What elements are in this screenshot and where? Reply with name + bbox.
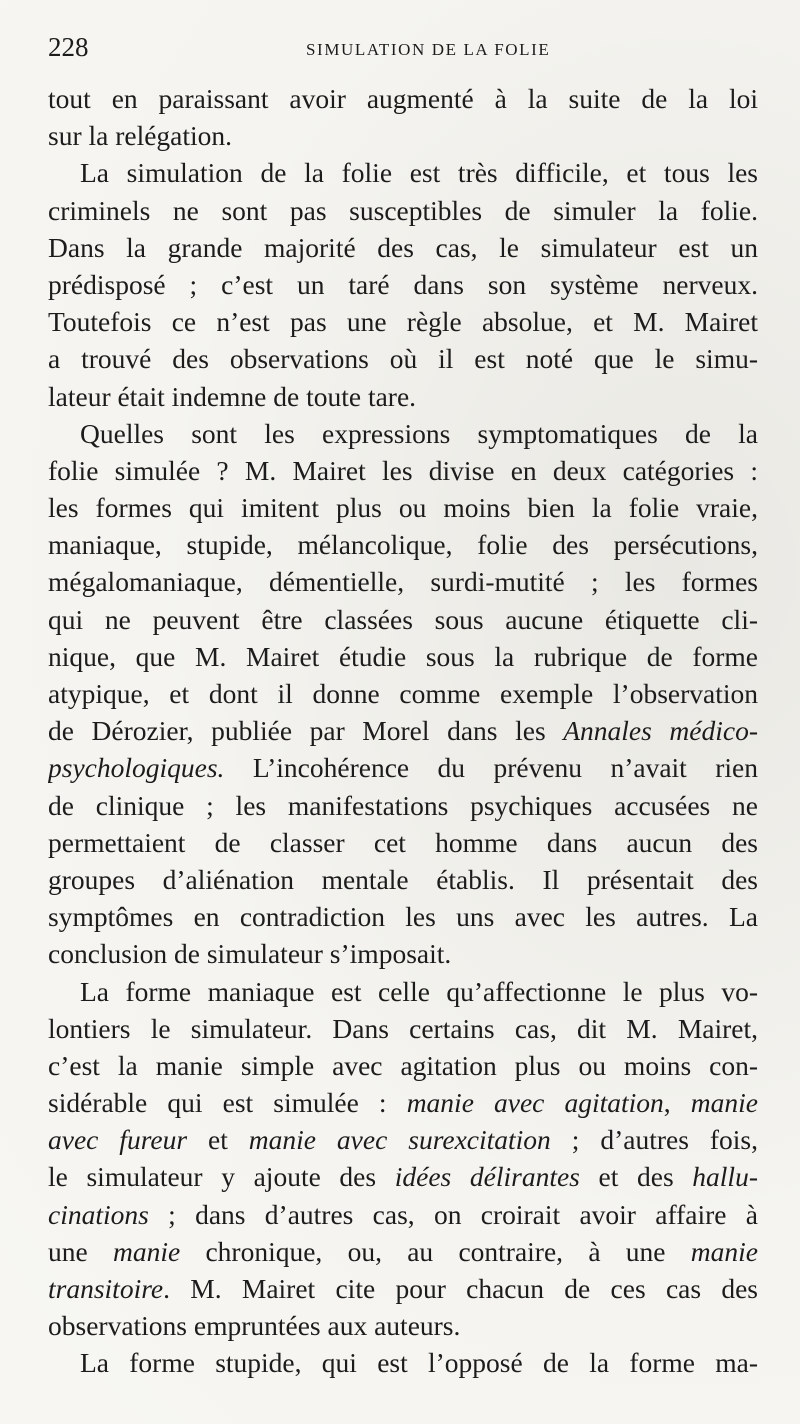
text-line: maniaque, stupide, mélancolique, folie des persécutions, (48, 529, 758, 561)
text-segment: , (663, 1087, 691, 1119)
text-segment: L’incohérence du prévenu n’avait rien (224, 752, 758, 784)
text-line: groupes d’aliénation mentale établis. Il présentait des (48, 863, 758, 895)
text-line: permettaient de classer cet homme dans aucun des (48, 826, 758, 858)
italic-segment: psychologiques. (48, 752, 225, 784)
text-line (48, 749, 758, 786)
italic-segment: manie avec surexcitation (248, 1124, 551, 1156)
text-line: Quelles sont les expressions symptomatiques de la (80, 417, 758, 449)
running-title: SIMULATION DE LA FOLIE (306, 40, 551, 59)
text-line: tout en paraissant avoir augmenté à la suite de la loi (48, 83, 758, 114)
text-line: nique, que M. Mairet étudie sous la rubrique de forme (48, 640, 758, 672)
text-line: Dans la grande majorité des cas, le simulateur est un (48, 231, 758, 263)
text-line: conclusion de simulateur s’imposait. (48, 938, 452, 970)
text-line: atypique, et dont il donne comme exemple l’observation (48, 678, 758, 709)
text-segment: ; d’autres fois, (550, 1124, 758, 1156)
italic-segment: manie (112, 1235, 181, 1267)
text-line (48, 1158, 758, 1195)
italic-segment: manie (690, 1235, 758, 1267)
text-line: lontiers le simulateur. Dans certains cas, dit M. Mairet, (48, 1012, 758, 1044)
text-line: sur la relégation. (48, 120, 233, 152)
body-text (48, 80, 758, 1382)
text-line: symptômes en contradiction les uns avec les autres. La (48, 901, 758, 933)
italic-segment: cinations (48, 1198, 149, 1230)
text-segment: ; dans d’autres cas, on croirait avoir affaire à (148, 1198, 758, 1230)
italic-segment: manie (690, 1087, 758, 1119)
text-line: les formes qui imitent plus ou moins bien la folie vraie, (48, 492, 758, 524)
text-line: mégalomaniaque, démentielle, surdi-mutité ; les formes (48, 566, 758, 598)
page-number: 228 (48, 32, 89, 62)
text-segment: . M. Mairet cite pour chacun de ces cas des (163, 1273, 758, 1304)
text-segment: le simulateur y ajoute des (48, 1161, 395, 1193)
italic-segment: manie avec agitation (406, 1087, 664, 1119)
text-line (48, 1233, 758, 1270)
text-segment: sidérable qui est simulée : (48, 1087, 407, 1119)
text-line: Toutefois ce n’est pas une règle absolue, et M. Mairet (48, 306, 758, 338)
text-line (48, 712, 758, 749)
text-line: La forme stupide, qui est l’opposé de la forme ma- (80, 1347, 758, 1379)
text-line: a trouvé des observations où il est noté que le simu- (48, 343, 758, 375)
text-segment: une (48, 1235, 113, 1267)
text-segment: et (187, 1124, 249, 1156)
page-header (48, 32, 760, 68)
text-line: lateur était indemne de toute tare. (48, 380, 417, 412)
text-line (48, 1121, 758, 1158)
italic-segment: idées délirantes (394, 1161, 580, 1193)
italic-segment: hallu- (692, 1161, 758, 1193)
italic-segment: avec fureur (48, 1124, 188, 1156)
text-line: La forme maniaque est celle qu’affectionne le plus vo- (80, 975, 758, 1007)
text-line: folie simulée ? M. Mairet les divise en deux catégories : (48, 454, 758, 486)
text-line: c’est la manie simple avec agitation plus ou moins con- (48, 1049, 758, 1081)
text-segment: et des (579, 1161, 693, 1193)
italic-segment: Annales médico- (563, 715, 758, 747)
text-line (48, 1196, 758, 1233)
text-line: de clinique ; les manifestations psychiques accusées ne (48, 789, 758, 821)
text-segment: de Dérozier, publiée par Morel dans les (48, 715, 564, 747)
text-line: qui ne peuvent être classées sous aucune étiquette cli- (48, 603, 758, 635)
text-line (48, 1270, 758, 1307)
text-line (48, 1084, 758, 1121)
text-segment: chronique, ou, au contraire, à une (180, 1235, 691, 1267)
text-line: La simulation de la folie est très difficile, et tous les (80, 157, 758, 189)
italic-segment: transitoire (48, 1273, 164, 1304)
text-line: prédisposé ; c’est un taré dans son système nerveux. (48, 268, 758, 300)
text-line: observations empruntées aux auteurs. (48, 1310, 461, 1342)
text-line: criminels ne sont pas susceptibles de simuler la folie. (48, 194, 758, 226)
